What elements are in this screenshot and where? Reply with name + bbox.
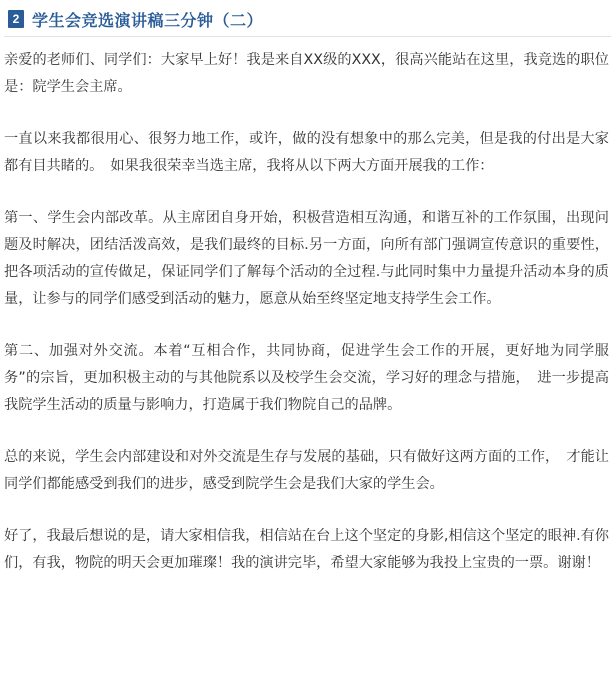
paragraph-point-two: 第二、加强对外交流。本着“互相合作，共同协商，促进学生会工作的开展，更好地为同学服务”的宗旨，更加积极主动的与其他院系以及校学生会交流，学习好的理念与措施， 进一步提高我院学生活动的质量与影响力，打造属于我们物院自己的品牌。 (4, 343, 609, 413)
paragraph-summary: 总的来说，学生会内部建设和对外交流是生存与发展的基础，只有做好这两方面的工作， 才能让同学们都能感受到我们的进步，感受到院学生会是我们大家的学生会。 (4, 449, 609, 492)
paragraph-point-one: 第一、学生会内部改革。从主席团自身开始，积极营造相互沟通，和谐互补的工作氛围，出现问题及时解决，团结活泼高效，是我们最终的目标.另一方面，向所有部门强调宣传意识的重要性，把各项活动的宣传做足，保证同学们了解每个活动的全过程.与此同时集中力量提升活动本身的质量，让参与的同学们感受到活动的魅力，愿意从始至终坚定地支持学生会工作。 (4, 210, 609, 307)
article-title: 学生会竞选演讲稿三分钟（二） (32, 10, 264, 30)
paragraph-intro: 一直以来我都很用心、很努力地工作，或许，做的没有想象中的那么完美，但是我的付出是大家都有目共睹的。 如果我很荣幸当选主席，我将从以下两大方面开展我的工作： (4, 131, 609, 174)
paragraph-greeting: 亲爱的老师们、同学们：大家早上好！我是来自XX级的XXX，很高兴能站在这里，我竞选的职位是：院学生会主席。 (4, 52, 609, 95)
article (0, 4, 611, 677)
article-body (4, 47, 611, 577)
paragraph-closing: 好了，我最后想说的是，请大家相信我，相信站在台上这个坚定的身影,相信这个坚定的眼神.有你们，有我，物院的明天会更加璀璨！我的演讲完毕，希望大家能够为我投上宝贵的一票。谢谢！ (4, 528, 609, 571)
section-number-badge: 2 (8, 10, 24, 28)
article-header (4, 4, 611, 37)
